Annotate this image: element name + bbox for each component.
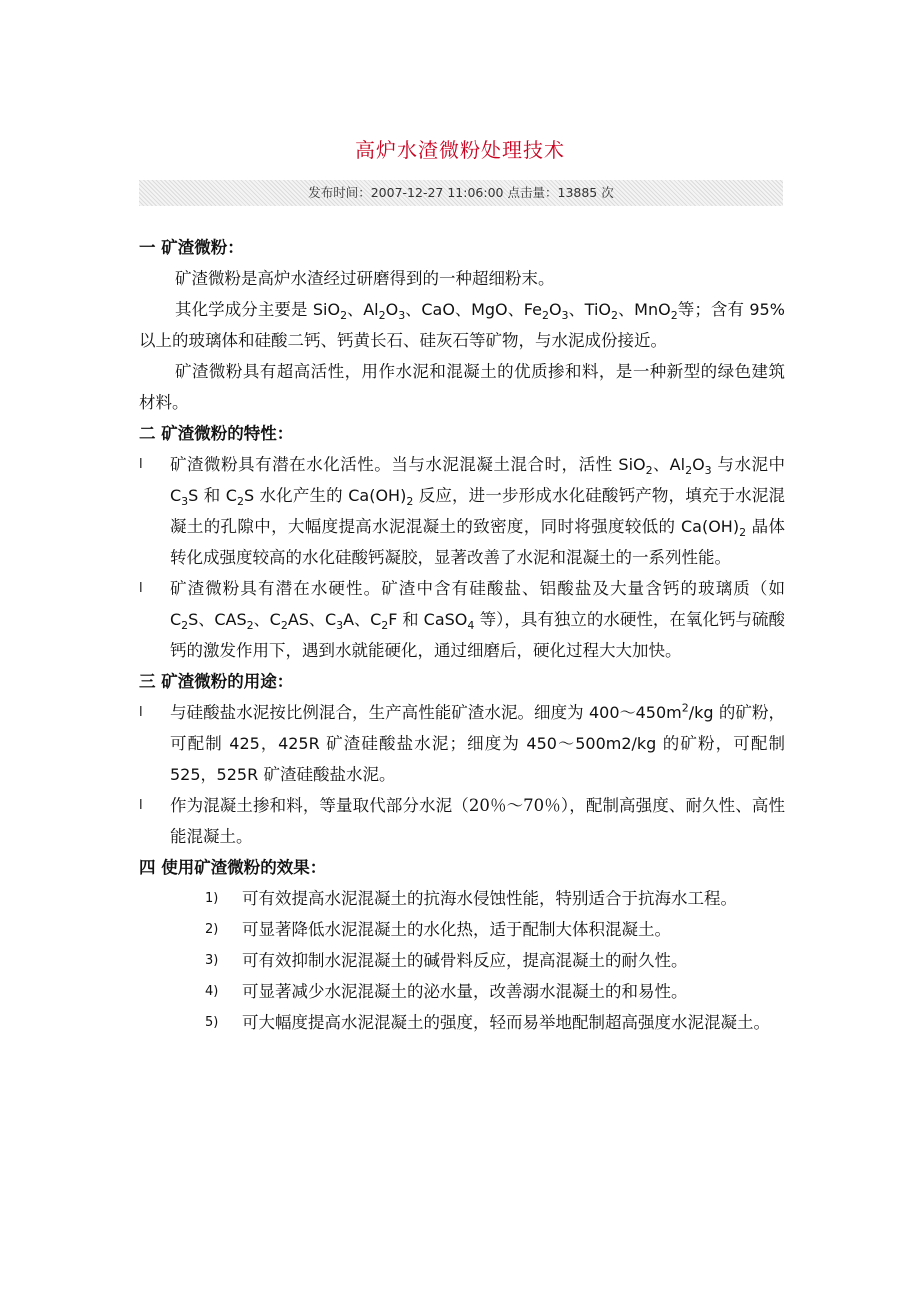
sep: 、 [198, 610, 215, 629]
text: 和 [402, 610, 419, 629]
formula [170, 486, 199, 509]
subscript: 4 [467, 619, 475, 633]
clicks-count: 13885 [557, 185, 598, 200]
subscript: 3 [336, 619, 344, 633]
formula: O [548, 300, 562, 319]
effect-item-3 [205, 945, 785, 976]
formula: C [370, 610, 382, 629]
formula-list [312, 300, 678, 323]
formula: A [343, 610, 355, 629]
formula: C [324, 610, 337, 629]
subscript: 2 [181, 619, 189, 633]
text: 作为混凝土掺和料，等量取代部分水泥（20％～70％），配制高强度、耐久性、高性能混凝土。 [170, 796, 785, 846]
text: 矿渣硅酸盐水泥；细度为 [319, 734, 527, 753]
grade-1: 425，425R [229, 734, 320, 753]
effect-item-1 [205, 883, 785, 914]
text: 等；含有 [677, 300, 750, 319]
text: 反应，进一步形成水化硅酸钙产物，填充于水泥混凝土的孔隙中，大幅度提高水泥混凝土的致密度，同时将强度较低的 [170, 486, 785, 536]
subscript: 3 [398, 309, 406, 323]
item-text: 可有效抑制水泥混凝土的碱骨料反应，提高混凝土的耐久性。 [242, 951, 688, 970]
meta-bar [139, 180, 783, 206]
formula: Ca(OH) [348, 486, 407, 505]
formula: Ca(OH) [680, 517, 740, 536]
formula: C [269, 610, 281, 629]
item-number: 4) [205, 984, 219, 999]
section-2-bullet-1 [139, 449, 785, 573]
formula: O [692, 455, 705, 474]
item-text: 可大幅度提高水泥混凝土的强度，轻而易举地配制超高强度水泥混凝土。 [242, 1013, 770, 1032]
subscript: 2 [236, 495, 244, 509]
formula: S [243, 486, 255, 505]
unit: /kg [688, 703, 714, 722]
sep: 、 [454, 300, 472, 319]
fineness-2: 450～500m2/kg [526, 734, 657, 753]
formula: Al [363, 300, 379, 319]
formula: SiO [618, 455, 646, 474]
text: 等），具有独立的水硬性，在氧化钙与硫酸钙的激发作用下，遇到水就能硬化，通过细磨后，硬化过程大大加快。 [170, 610, 785, 660]
text: 与硅酸盐水泥按比例混合，生产高性能矿渣水泥。细度为 [170, 703, 589, 722]
bullet-marker: l [139, 798, 143, 813]
formula: TiO [584, 300, 611, 319]
section-2-heading: 二 矿渣微粉的特性： [139, 424, 294, 443]
formula: S [188, 610, 199, 629]
formula-list [170, 610, 475, 633]
effect-item-2 [205, 914, 785, 945]
clicks-unit: 次 [601, 185, 614, 200]
subscript: 2 [406, 495, 414, 509]
formula: CaSO [423, 610, 468, 629]
subscript: 2 [541, 309, 549, 323]
formula: MnO [634, 300, 671, 319]
section-1-para-3: 矿渣微粉具有超高活性，用作水泥和混凝土的优质掺和料，是一种新型的绿色建筑材料。 [139, 362, 785, 412]
bullet-marker: l [139, 457, 143, 472]
subscript: 2 [246, 619, 254, 633]
item-number: 3) [205, 953, 219, 968]
formula: C [170, 486, 182, 505]
text: 的矿粉，可配制 [656, 734, 785, 753]
item-number: 5) [205, 1015, 219, 1030]
formula: CAS [214, 610, 247, 629]
text: 其化学成分主要是 [175, 300, 313, 319]
section-3-bullet-2 [139, 790, 785, 852]
formula [348, 486, 414, 509]
publish-label: 发布时间： [308, 185, 371, 200]
formula [680, 517, 747, 540]
item-text: 可显著减少水泥混凝土的泌水量，改善溺水混凝土的和易性。 [242, 982, 688, 1001]
section-1-para-2 [139, 294, 785, 356]
text: 矿渣微粉具有潜在水硬性。矿渣中含有硅酸盐、铝酸盐及大量含钙的玻璃质（如 [170, 579, 785, 598]
section-3-heading: 三 矿渣微粉的用途： [139, 672, 294, 691]
article-body [139, 232, 785, 1038]
section-4-heading: 四 使用矿渣微粉的效果： [139, 858, 327, 877]
superscript: 2 [681, 701, 689, 715]
section-1-para-1: 矿渣微粉是高炉水渣经过研磨得到的一种超细粉末。 [175, 269, 555, 288]
text: 矿渣硅酸盐水泥。 [258, 765, 396, 784]
section-2-bullet-2 [139, 573, 785, 666]
effect-item-5 [205, 1007, 785, 1038]
subscript: 2 [685, 464, 693, 478]
sep: 、 [253, 610, 270, 629]
subscript: 2 [340, 309, 348, 323]
formula: AS [287, 610, 309, 629]
formula: C [225, 486, 237, 505]
formula [225, 486, 255, 509]
grade-2: 525，525R [170, 765, 259, 784]
subscript: 2 [645, 464, 653, 478]
subscript: 2 [381, 619, 389, 633]
text: 矿渣微粉具有潜在水化活性。当与水泥混凝土混合时，活性 [170, 455, 619, 474]
sep: 、 [652, 455, 670, 474]
item-text: 可有效提高水泥混凝土的抗海水侵蚀性能，特别适合于抗海水工程。 [242, 889, 737, 908]
formula: F [388, 610, 398, 629]
subscript: 2 [611, 309, 618, 323]
effect-item-4 [205, 976, 785, 1007]
fineness-value: 400～450m [588, 703, 682, 722]
text: 晶体转化成强度较高的水化硅酸钙凝胶，显著改善了水泥和混凝土的一系列性能。 [170, 517, 785, 567]
formula: SiO [312, 300, 341, 319]
subscript: 2 [670, 309, 678, 323]
formula: MgO [471, 300, 508, 319]
bullet-marker: l [139, 705, 143, 720]
formula: Fe [523, 300, 542, 319]
text: 以上的玻璃体和硅酸二钙、钙黄长石、硅灰石等矿物，与水泥成份接近。 [139, 331, 667, 350]
subscript: 3 [181, 495, 189, 509]
publish-time: 2007-12-27 11:06:00 [370, 185, 504, 200]
text: 与水泥中 [711, 455, 785, 474]
sep: 、 [507, 300, 524, 319]
text: 和 [198, 486, 226, 505]
subscript: 2 [280, 619, 288, 633]
text: 的矿粉，可配制 [170, 703, 785, 753]
sep: 、 [568, 300, 585, 319]
item-text: 可显著降低水泥混凝土的水化热，适于配制大体积混凝土。 [242, 920, 671, 939]
section-3-bullet-1 [139, 697, 785, 790]
percent: 95% [749, 300, 785, 319]
formula: Al [669, 455, 686, 474]
subscript: 3 [704, 464, 712, 478]
sep: 、 [618, 300, 635, 319]
formula: O [385, 300, 399, 319]
subscript: 2 [739, 526, 747, 540]
formula [618, 455, 712, 478]
clicks-label: 点击量： [507, 185, 558, 200]
formula: C [170, 610, 182, 629]
item-number: 1) [205, 891, 219, 906]
sep: 、 [354, 610, 371, 629]
subscript: 2 [378, 309, 386, 323]
section-1-heading: 一 矿渣微粉： [139, 238, 244, 257]
bullet-marker: l [139, 581, 143, 596]
formula: CaO [421, 300, 455, 319]
sep: 、 [347, 300, 364, 319]
fineness-1 [589, 703, 714, 722]
formula: S [188, 486, 199, 505]
sep: 、 [308, 610, 325, 629]
item-number: 2) [205, 922, 219, 937]
text: 水化产生的 [254, 486, 349, 505]
subscript: 3 [561, 309, 569, 323]
sep: 、 [405, 300, 422, 319]
page-title: 高炉水渣微粉处理技术 [355, 138, 565, 162]
